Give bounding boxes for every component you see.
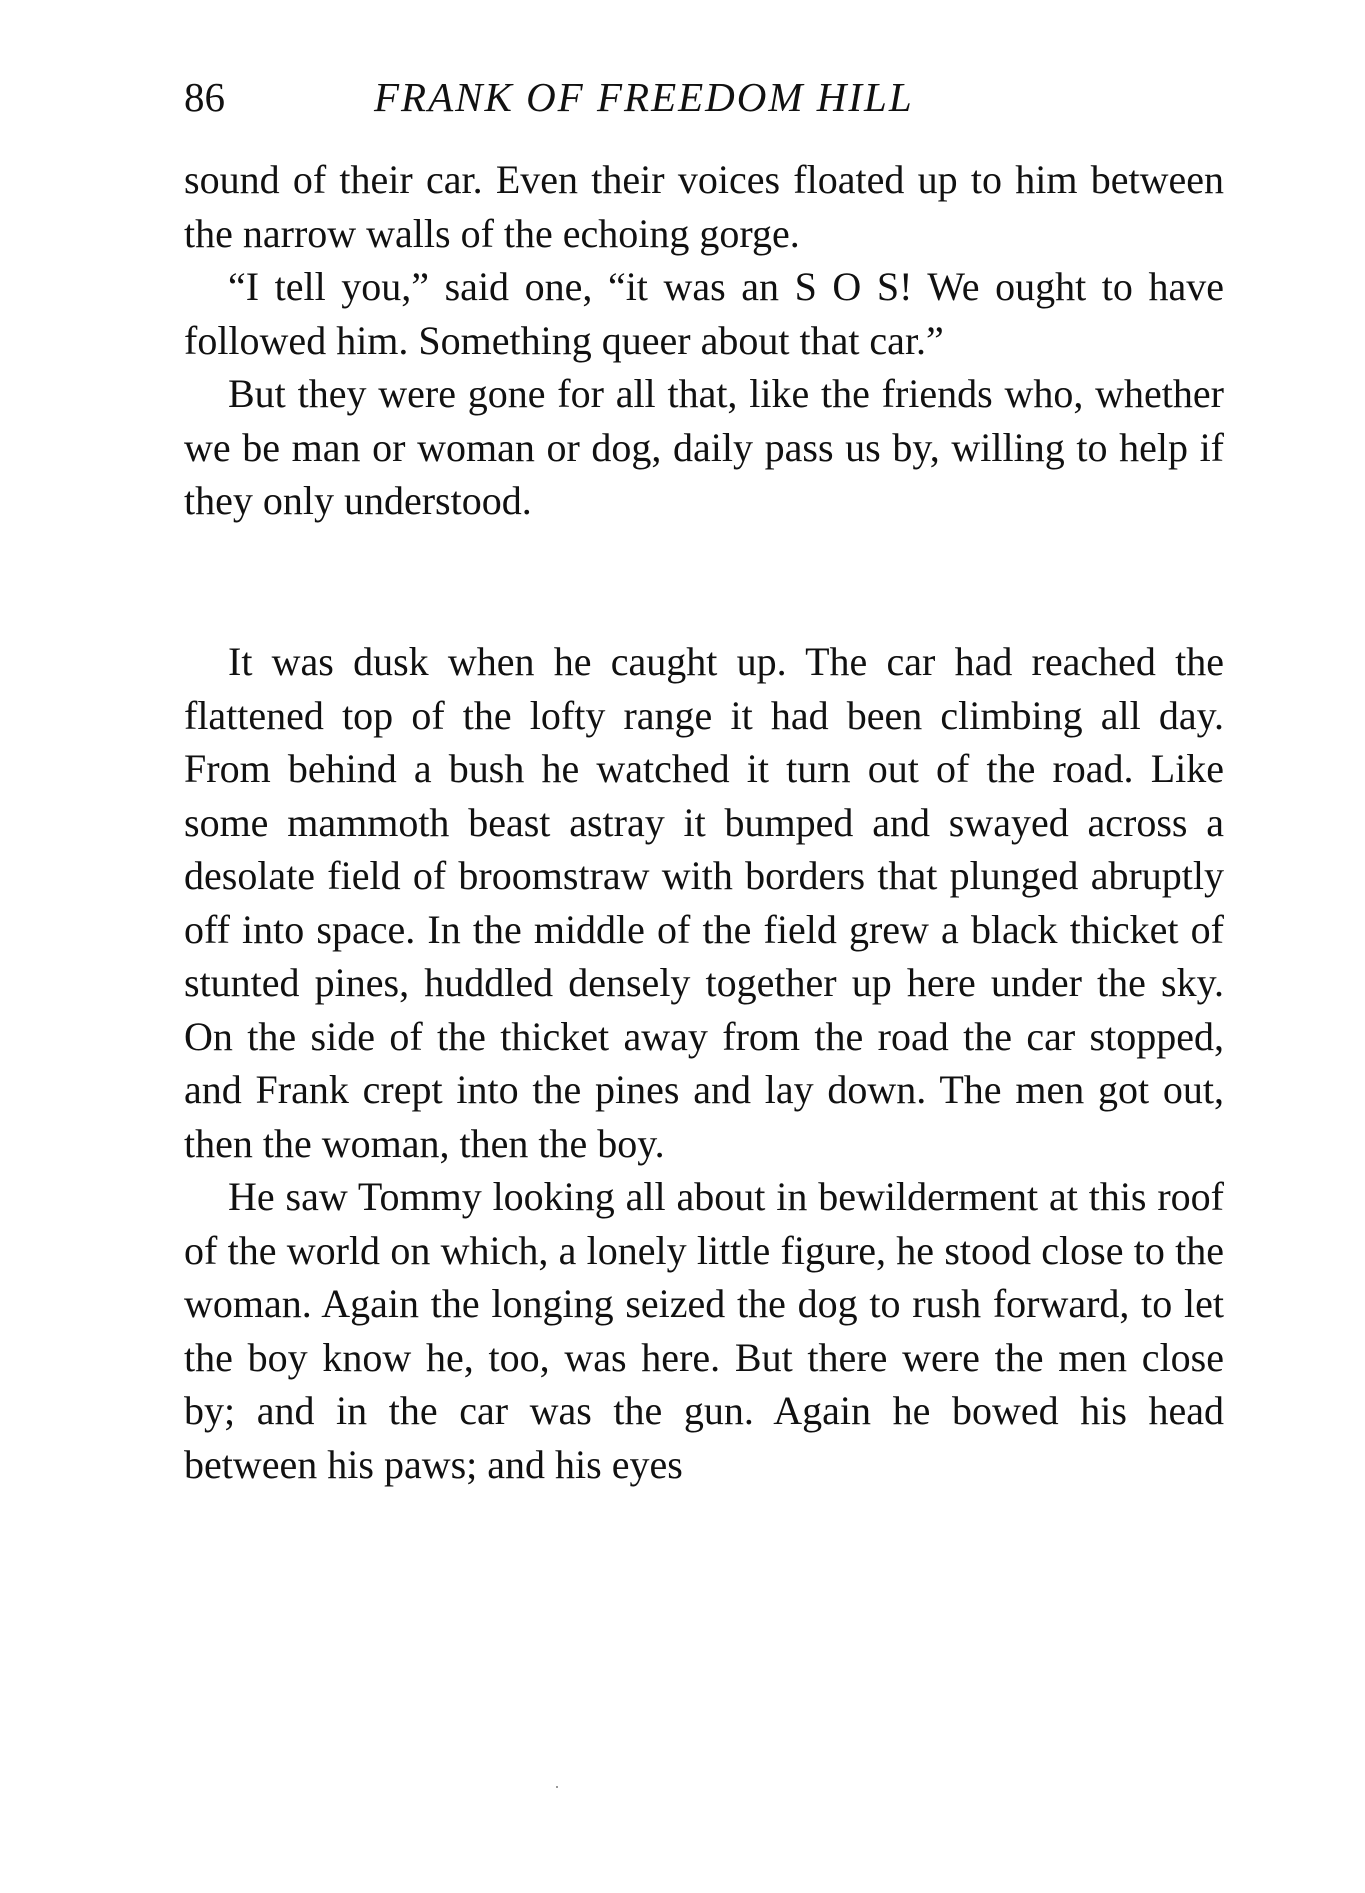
paragraph-friends: But they were gone for all that, like the friends who, whether we be man or woman or dog, daily pass us by, willing to help if they only understood. (184, 371, 1224, 523)
printing-speck (556, 1786, 558, 1788)
running-title: FRANK OF FREEDOM HILL (374, 74, 914, 120)
paragraph-tommy: He saw Tommy looking all about in bewilderment at this roof of the world on which, a lonely little figure, he stood close to the woman. Again the longing seized the dog to rush forward, to let the boy know he, too, was here. But there were the men close by; and in the car was the gun. Again he bowed his head between his paws; and his eyes (184, 1174, 1224, 1487)
paragraph-continuation: sound of their car. Even their voices floated up to him between the narrow walls of the echoing gorge. (184, 157, 1224, 256)
text-section-lower (184, 635, 1224, 1491)
text-section-upper (184, 153, 1224, 528)
page-header (184, 70, 1054, 124)
paragraph-dialogue: “I tell you,” said one, “it was an S O S! We ought to have followed him. Something queer about that car.” (184, 264, 1224, 363)
page-number: 86 (184, 74, 225, 120)
paragraph-dusk: It was dusk when he caught up. The car had reached the flattened top of the lofty range it had been climbing all day. From behind a bush he watched it turn out of the road. Like some mammoth beast astray it bumped and swayed across a desolate field of broomstraw with borders that plunged abruptly off into space. In the middle of the field grew a black thicket of stunted pines, huddled densely together up here under the sky. On the side of the thicket away from the road the car stopped, and Frank crept into the pines and lay down. The men got out, then the woman, then the boy. (184, 639, 1224, 1166)
